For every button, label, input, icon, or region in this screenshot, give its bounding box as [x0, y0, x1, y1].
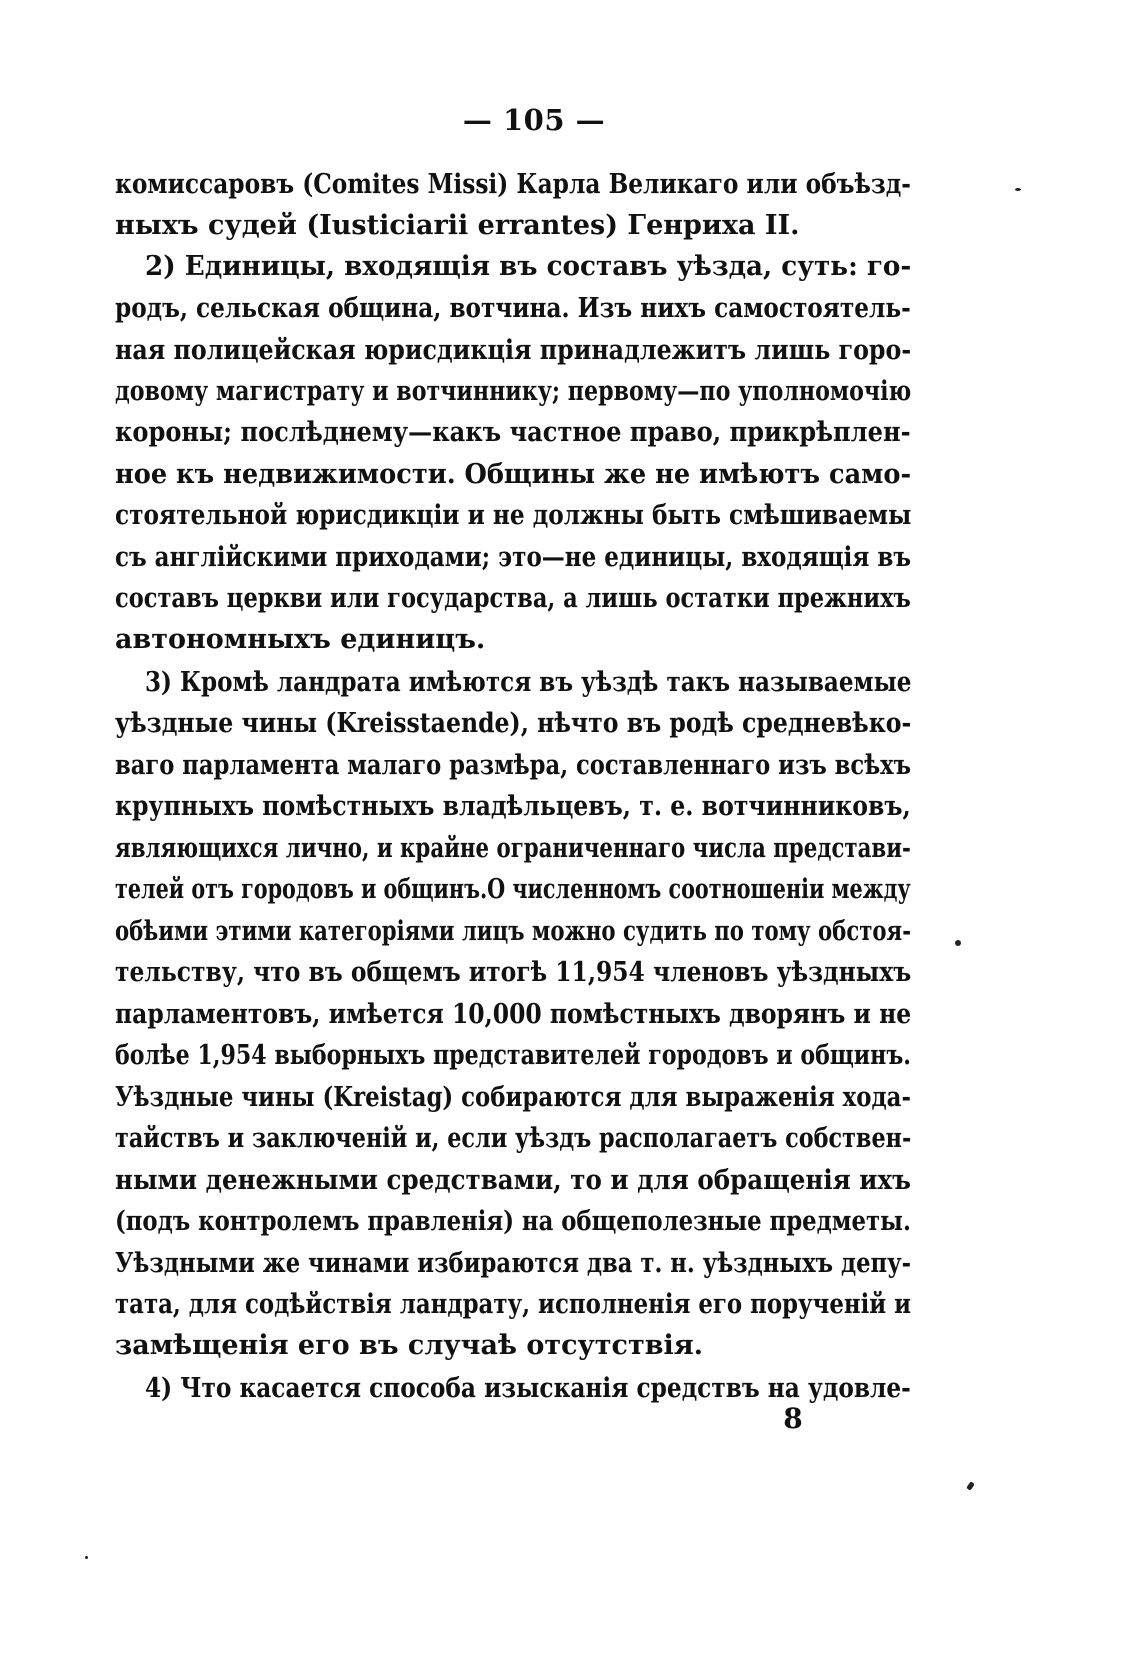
text-line: довому магистрату и вотчиннику; первому—по уполномочію: [115, 376, 912, 407]
text-line: автономныхъ единицъ.: [115, 624, 486, 655]
text-line: ныхъ судей (Iusticiarii errantes) Генриха II.: [115, 210, 800, 241]
text-line: Уѣздными же чинами избираются два т. н. уѣздныхъ депу-: [115, 1248, 912, 1279]
text-line: составъ церкви или государства, а лишь остатки прежнихъ: [115, 583, 911, 614]
scan-speck: [955, 940, 961, 946]
text-line: являющихся лично, и крайне ограниченнаго числа представи-: [115, 833, 911, 864]
scan-speck: [85, 1556, 88, 1559]
text-line: съ англійскими приходами; это—не единицы, входящія въ: [115, 542, 911, 573]
text-line: 3) Кромѣ ландрата имѣются въ уѣздѣ такъ называемые: [145, 667, 912, 698]
page-number-header: — 105 —: [462, 103, 606, 137]
text-line: ваго парламента малаго размѣра, составленнаго изъ всѣхъ: [115, 750, 911, 781]
text-line: 4) Что касается способа изысканія средствъ на удовле-: [145, 1373, 911, 1404]
text-line: тельству, что въ общемъ итогѣ 11,954 членовъ уѣздныхъ: [115, 957, 912, 988]
text-line: стоятельной юрисдикціи и не должны быть смѣшиваемы: [115, 500, 912, 531]
text-line: короны; послѣднему—какъ частное право, прикрѣплен-: [115, 417, 911, 448]
text-line: 2) Единицы, входящія въ составъ уѣзда, суть: го-: [145, 251, 912, 282]
text-line: тата, для содѣйствія ландрату, исполненія его порученій и: [115, 1289, 912, 1320]
text-line: Уѣздные чины (Kreistag) собираются для выраженія хода-: [115, 1082, 911, 1113]
text-line: замѣщенія его въ случаѣ отсутствія.: [115, 1330, 704, 1361]
text-line: уѣздные чины (Kreisstaende), нѣчто въ родѣ средневѣко-: [115, 708, 912, 739]
text-line: ными денежными средствами, то и для обращенія ихъ: [115, 1165, 911, 1196]
text-line: обѣими этими категоріями лицъ можно судить по тому обстоя-: [115, 916, 912, 947]
text-line: комиссаровъ (Comites Missi) Карла Великаго или объѣзд-: [115, 169, 911, 200]
text-line: ное къ недвижимости. Общины же не имѣютъ само-: [115, 459, 912, 490]
scan-speck: [1015, 188, 1021, 191]
text-line: телей отъ городовъ и общинъ.О численномъ соотношеніи между: [115, 874, 911, 905]
text-line: парламентовъ, имѣется 10,000 помѣстныхъ дворянъ и не: [115, 999, 912, 1030]
text-line: болѣе 1,954 выборныхъ представителей городовъ и общинъ.: [115, 1040, 911, 1071]
text-line: (подъ контролемъ правленія) на общеполезные предметы.: [115, 1206, 911, 1237]
scan-speck: [966, 1481, 975, 1490]
text-line: ная полицейская юрисдикція принадлежитъ лишь горо-: [115, 335, 912, 366]
signature-mark: 8: [783, 1402, 803, 1435]
text-line: родъ, сельская община, вотчина. Изъ нихъ самостоятель-: [115, 293, 911, 324]
text-line: тайствъ и заключеній и, если уѣздъ располагаетъ собствен-: [115, 1123, 912, 1154]
text-line: крупныхъ помѣстныхъ владѣльцевъ, т. е. вотчинниковъ,: [115, 791, 911, 822]
